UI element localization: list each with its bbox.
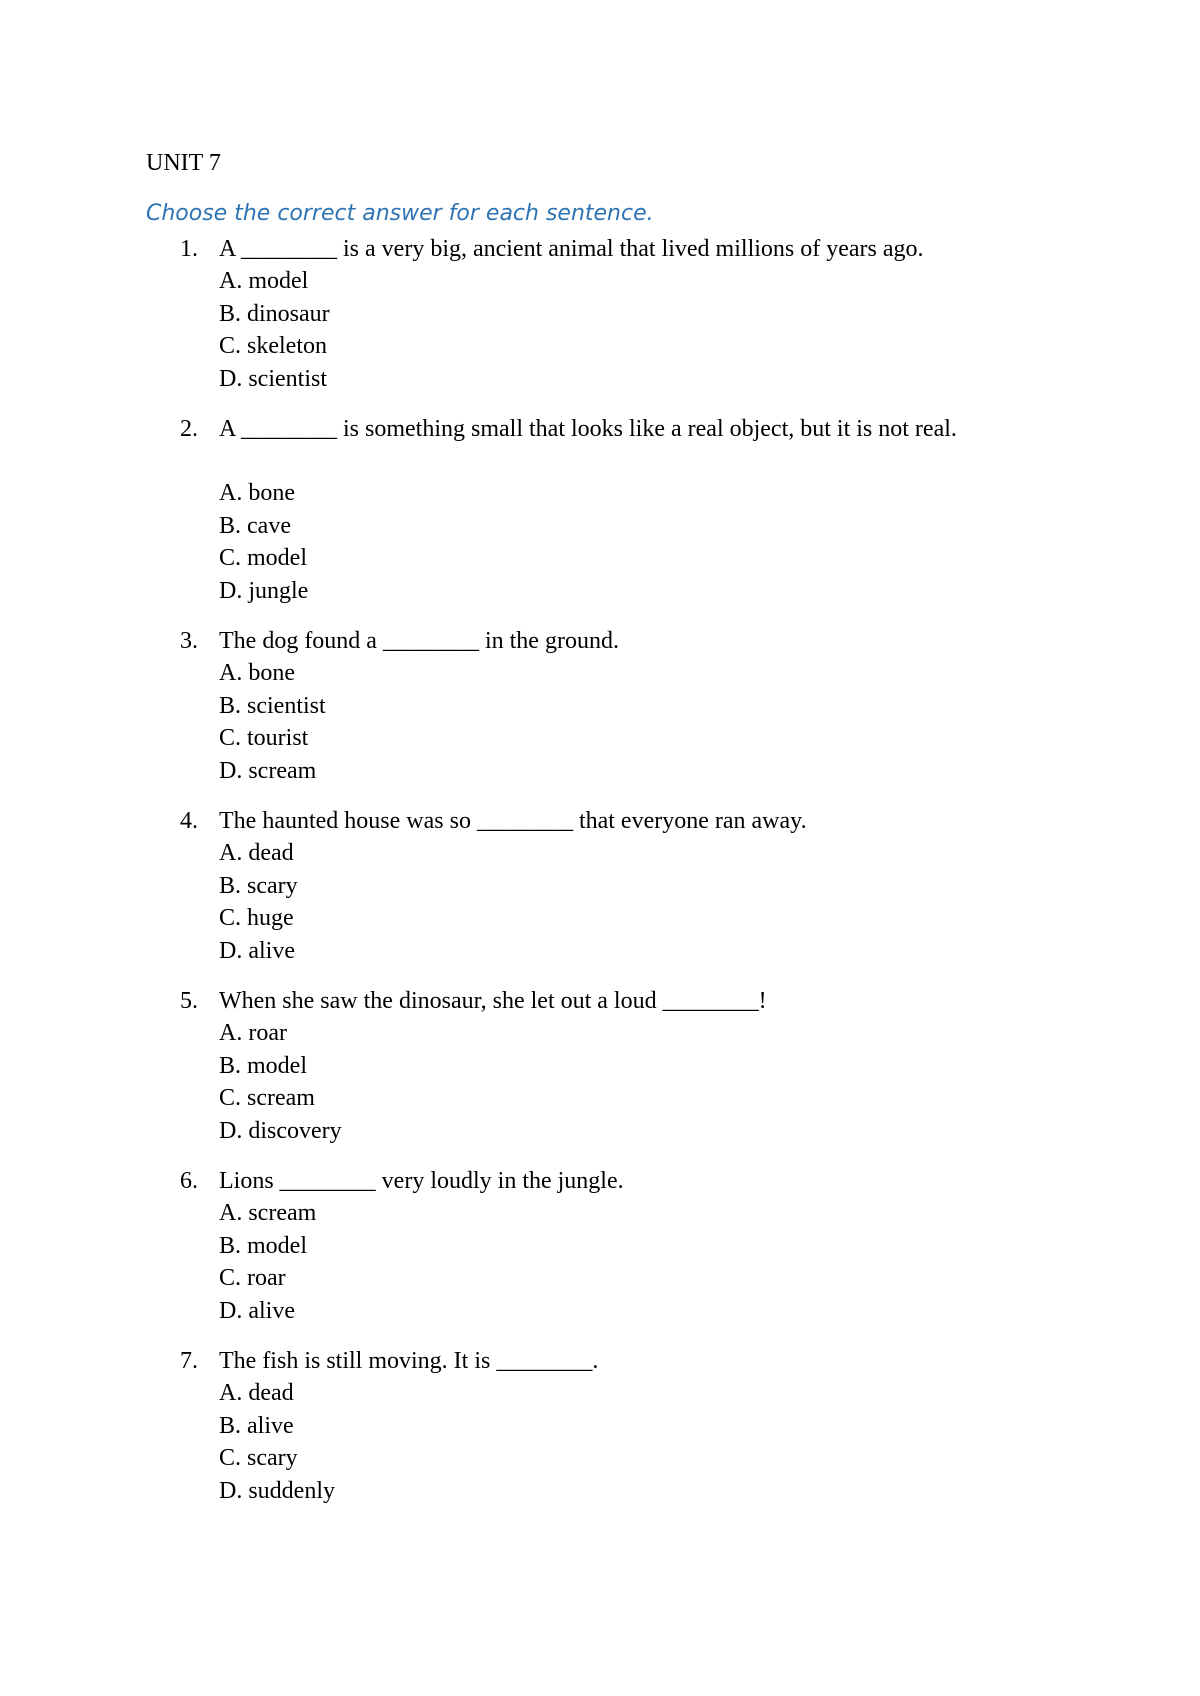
answer-options [219, 265, 330, 396]
option-c: C. model [219, 545, 307, 572]
question-number: 4. [180, 808, 198, 834]
option-a: A. dead [219, 840, 294, 866]
option-d: D. discovery [219, 1118, 342, 1145]
question-number: 1. [180, 236, 198, 262]
option-d: D. suddenly [219, 1478, 335, 1505]
option-b: B. dinosaur [219, 300, 330, 327]
question-number: 2. [180, 416, 198, 442]
answer-options [219, 1377, 335, 1508]
option-b: B. scientist [219, 692, 326, 719]
option-c: C. huge [219, 905, 294, 932]
option-d: D. jungle [219, 578, 309, 605]
option-a: A. dead [219, 1380, 294, 1406]
option-c: C. scream [219, 1085, 315, 1112]
option-a: A. bone [219, 660, 295, 686]
option-b: B. model [219, 1052, 307, 1079]
answer-options [219, 837, 298, 968]
question-number: 3. [180, 628, 198, 654]
option-d: D. alive [219, 938, 295, 965]
question-number: 6. [180, 1168, 198, 1194]
unit-title: UNIT 7 [146, 150, 221, 176]
option-b: B. model [219, 1232, 307, 1259]
option-d: D. scream [219, 758, 317, 785]
option-c: C. roar [219, 1265, 286, 1292]
option-a: A. scream [219, 1200, 317, 1226]
question-number: 5. [180, 988, 198, 1014]
question-text: The dog found a ________ in the ground. [219, 628, 619, 654]
question-text: A ________ is a very big, ancient animal that lived millions of years ago. [219, 236, 924, 262]
answer-options [219, 1197, 316, 1328]
question-text: Lions ________ very loudly in the jungle. [219, 1168, 624, 1194]
question-text: The haunted house was so ________ that everyone ran away. [219, 808, 807, 834]
question-text: A ________ is something small that looks like a real object, but it is not real. [219, 416, 957, 442]
option-a: A. model [219, 268, 309, 294]
answer-options [219, 1017, 342, 1148]
answer-options [219, 657, 326, 788]
option-d: D. scientist [219, 366, 327, 393]
option-a: A. bone [219, 480, 295, 506]
answer-options [219, 477, 308, 608]
option-b: B. alive [219, 1412, 294, 1439]
option-c: C. scary [219, 1445, 298, 1472]
option-a: A. roar [219, 1020, 287, 1046]
instruction-text: Choose the correct answer for each sentence. [146, 201, 654, 226]
option-c: C. tourist [219, 725, 309, 752]
option-c: C. skeleton [219, 333, 327, 360]
option-b: B. cave [219, 512, 291, 539]
question-number: 7. [180, 1348, 198, 1374]
question-text: The fish is still moving. It is ________. [219, 1348, 599, 1374]
question-text: When she saw the dinosaur, she let out a loud ________! [219, 988, 767, 1014]
option-b: B. scary [219, 872, 298, 899]
option-d: D. alive [219, 1298, 295, 1325]
